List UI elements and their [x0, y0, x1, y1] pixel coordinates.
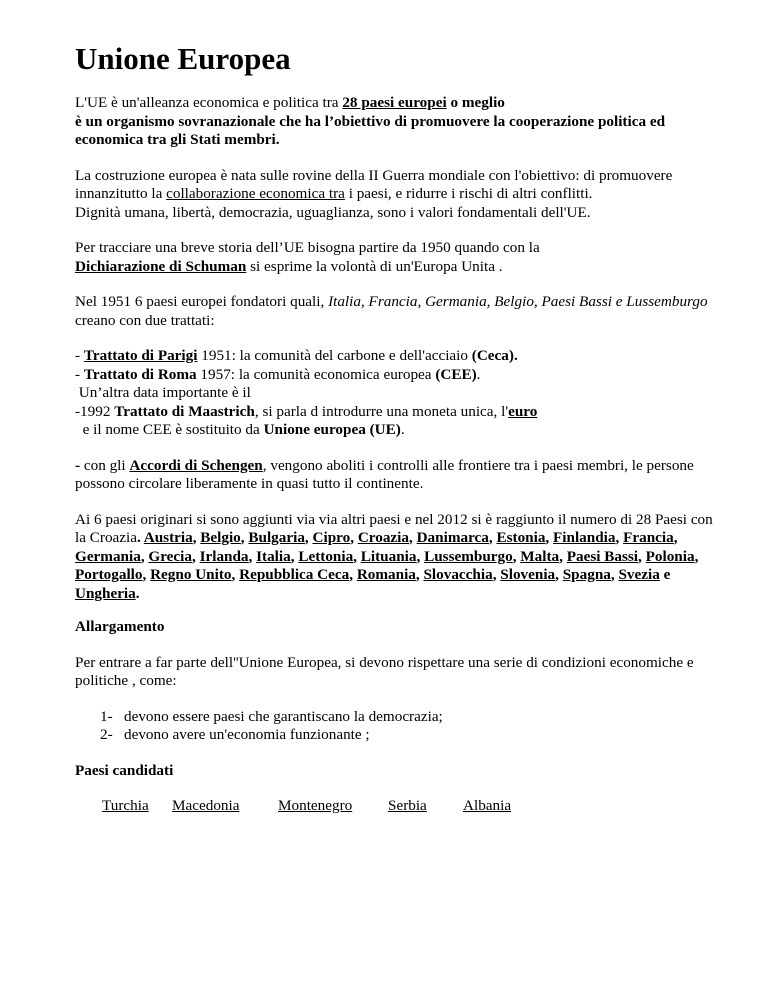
country-link[interactable]: Austria — [143, 529, 193, 546]
intro-paragraph: L'UE è un'alleanza economica e politica tra 28 paesi europei o meglio è un organismo sovranazionale che ha l’obiettivo di promuovere la cooperazione politica ed economica tra gli Stati membri. — [75, 94, 666, 148]
link-schengen[interactable]: Accordi di Schengen — [129, 456, 263, 474]
country-link[interactable]: Malta — [520, 547, 560, 565]
country-link[interactable]: Croazia — [357, 529, 409, 546]
link-euro[interactable]: euro — [508, 402, 538, 420]
country-link[interactable]: Belgio — [200, 529, 241, 546]
list-number: 1- — [100, 707, 113, 725]
section-heading-candidati: Paesi candidati — [75, 761, 174, 779]
country-link[interactable]: Ungheria — [75, 584, 136, 602]
country-link[interactable]: Slovacchia — [423, 566, 493, 583]
country-link[interactable]: Danimarca — [416, 529, 489, 546]
list-text: devono essere paesi che garantiscano la democrazia; — [124, 707, 443, 725]
country-link[interactable]: Repubblica Ceca — [239, 566, 350, 583]
section-heading-allargamento: Allargamento — [75, 618, 165, 635]
link-collaborazione[interactable]: collaborazione economica tra — [166, 185, 345, 202]
country-link[interactable]: Bulgaria — [248, 529, 305, 546]
members-paragraph: Ai 6 paesi originari si sono aggiunti via via altri paesi e nel 2012 si è raggiunto il numero di 28 Paesi con la Croazia. Austria, Belgio, Bulgaria, Cipro, Croazia, Danimarca, Estonia, Finlandia, Francia, Germania, Grecia, Irlanda, Italia, Lettonia, Lituania, Lussemburgo, Malta, Paesi Bassi, Polonia, Portogallo, Regno Unito, Repubblica Ceca, Romania, Slovacchia, Slovenia, Spagna, Svezia e Ungheria. — [75, 510, 713, 602]
conditions-list — [100, 708, 715, 745]
country-link[interactable]: Lituania — [360, 547, 417, 565]
country-link[interactable]: Estonia — [496, 529, 546, 546]
founders-paragraph: Nel 1951 6 paesi europei fondatori quali, Italia, Francia, Germania, Belgio, Paesi Bassi e Lussemburgo creano con due trattati: — [75, 293, 708, 329]
list-number: 2- — [100, 726, 113, 743]
country-link[interactable]: Svezia — [618, 566, 660, 583]
country-link[interactable]: Cipro — [312, 529, 351, 546]
treaties-paragraph: - Trattato di Parigi 1951: la comunità del carbone e dell'acciaio (Ceca). - Trattato di Roma 1957: la comunità economica europea (CEE). Un’altra data importante è il -1992 Trattato di Maastrich, si parla d introdurre una moneta unica, l'euro e il nome CEE è sostituito da Unione europea (UE). — [75, 347, 538, 438]
candidates-row — [102, 797, 715, 815]
candidate-country[interactable]: Montenegro — [278, 797, 353, 814]
country-link[interactable]: Regno Unito — [150, 566, 232, 583]
conditions-paragraph: Per entrare a far parte dell''Unione Europea, si devono rispettare una serie di condizioni economiche e politiche , come: — [75, 653, 694, 689]
document-title: Unione Europea — [75, 41, 291, 76]
link-28-paesi[interactable]: 28 paesi europei — [342, 94, 447, 111]
list-item — [100, 708, 715, 727]
schengen-paragraph: - con gli Accordi di Schengen, vengono aboliti i controlli alle frontiere tra i paesi membri, le persone possono circolare liberamente in quasi tutto il continente. — [75, 456, 694, 492]
country-link[interactable]: Italia — [256, 547, 291, 565]
candidate-country[interactable]: Turchia — [102, 797, 149, 814]
candidate-country[interactable]: Serbia — [388, 797, 427, 814]
country-link[interactable]: Germania — [75, 547, 141, 565]
country-link[interactable]: Lussemburgo — [424, 547, 513, 565]
list-text: devono avere un'economia funzionante ; — [124, 726, 370, 743]
schuman-paragraph: Per tracciare una breve storia dell’UE bisogna partire da 1950 quando con la Dichiarazione di Schuman si esprime la volontà di un'Europa Unita . — [75, 239, 540, 275]
country-link[interactable]: Finlandia — [553, 529, 616, 546]
country-link[interactable]: Grecia — [148, 547, 192, 565]
list-item — [100, 726, 715, 745]
country-link[interactable]: Polonia — [645, 547, 695, 565]
country-link[interactable]: Slovenia — [500, 566, 556, 583]
country-link[interactable]: Paesi Bassi — [566, 547, 639, 565]
country-link[interactable]: Portogallo — [75, 566, 143, 583]
country-link[interactable]: Lettonia — [298, 547, 354, 565]
country-link[interactable]: Irlanda — [199, 547, 249, 565]
country-list: Austria, Belgio, Bulgaria, Cipro, Croazia, Danimarca, Estonia, Finlandia, Francia, Germania, Grecia, Irlanda, Italia, Lettonia, Lituania, Lussemburgo, Malta, Paesi Bassi, Polonia, Portogallo, Regno Unito, Repubblica Ceca, Romania, Slovacchia, Slovenia, Spagna, Svezia — [75, 529, 699, 583]
link-trattato-parigi[interactable]: Trattato di Parigi — [83, 347, 198, 364]
document-page — [75, 40, 715, 815]
link-schuman[interactable]: Dichiarazione di Schuman — [75, 257, 247, 275]
history-paragraph: La costruzione europea è nata sulle rovine della II Guerra mondiale con l'obiettivo: di promuovere innanzitutto la collaborazione economica tra i paesi, e ridurre i rischi di altri conflitti. Dignità umana, libertà, democrazia, uguaglianza, sono i valori fondamentali dell'UE. — [75, 166, 673, 221]
candidate-country[interactable]: Albania — [463, 797, 512, 814]
country-link[interactable]: Spagna — [562, 566, 611, 583]
candidate-country[interactable]: Macedonia — [172, 797, 240, 814]
country-link[interactable]: Francia — [623, 529, 674, 546]
country-link[interactable]: Romania — [356, 566, 416, 583]
